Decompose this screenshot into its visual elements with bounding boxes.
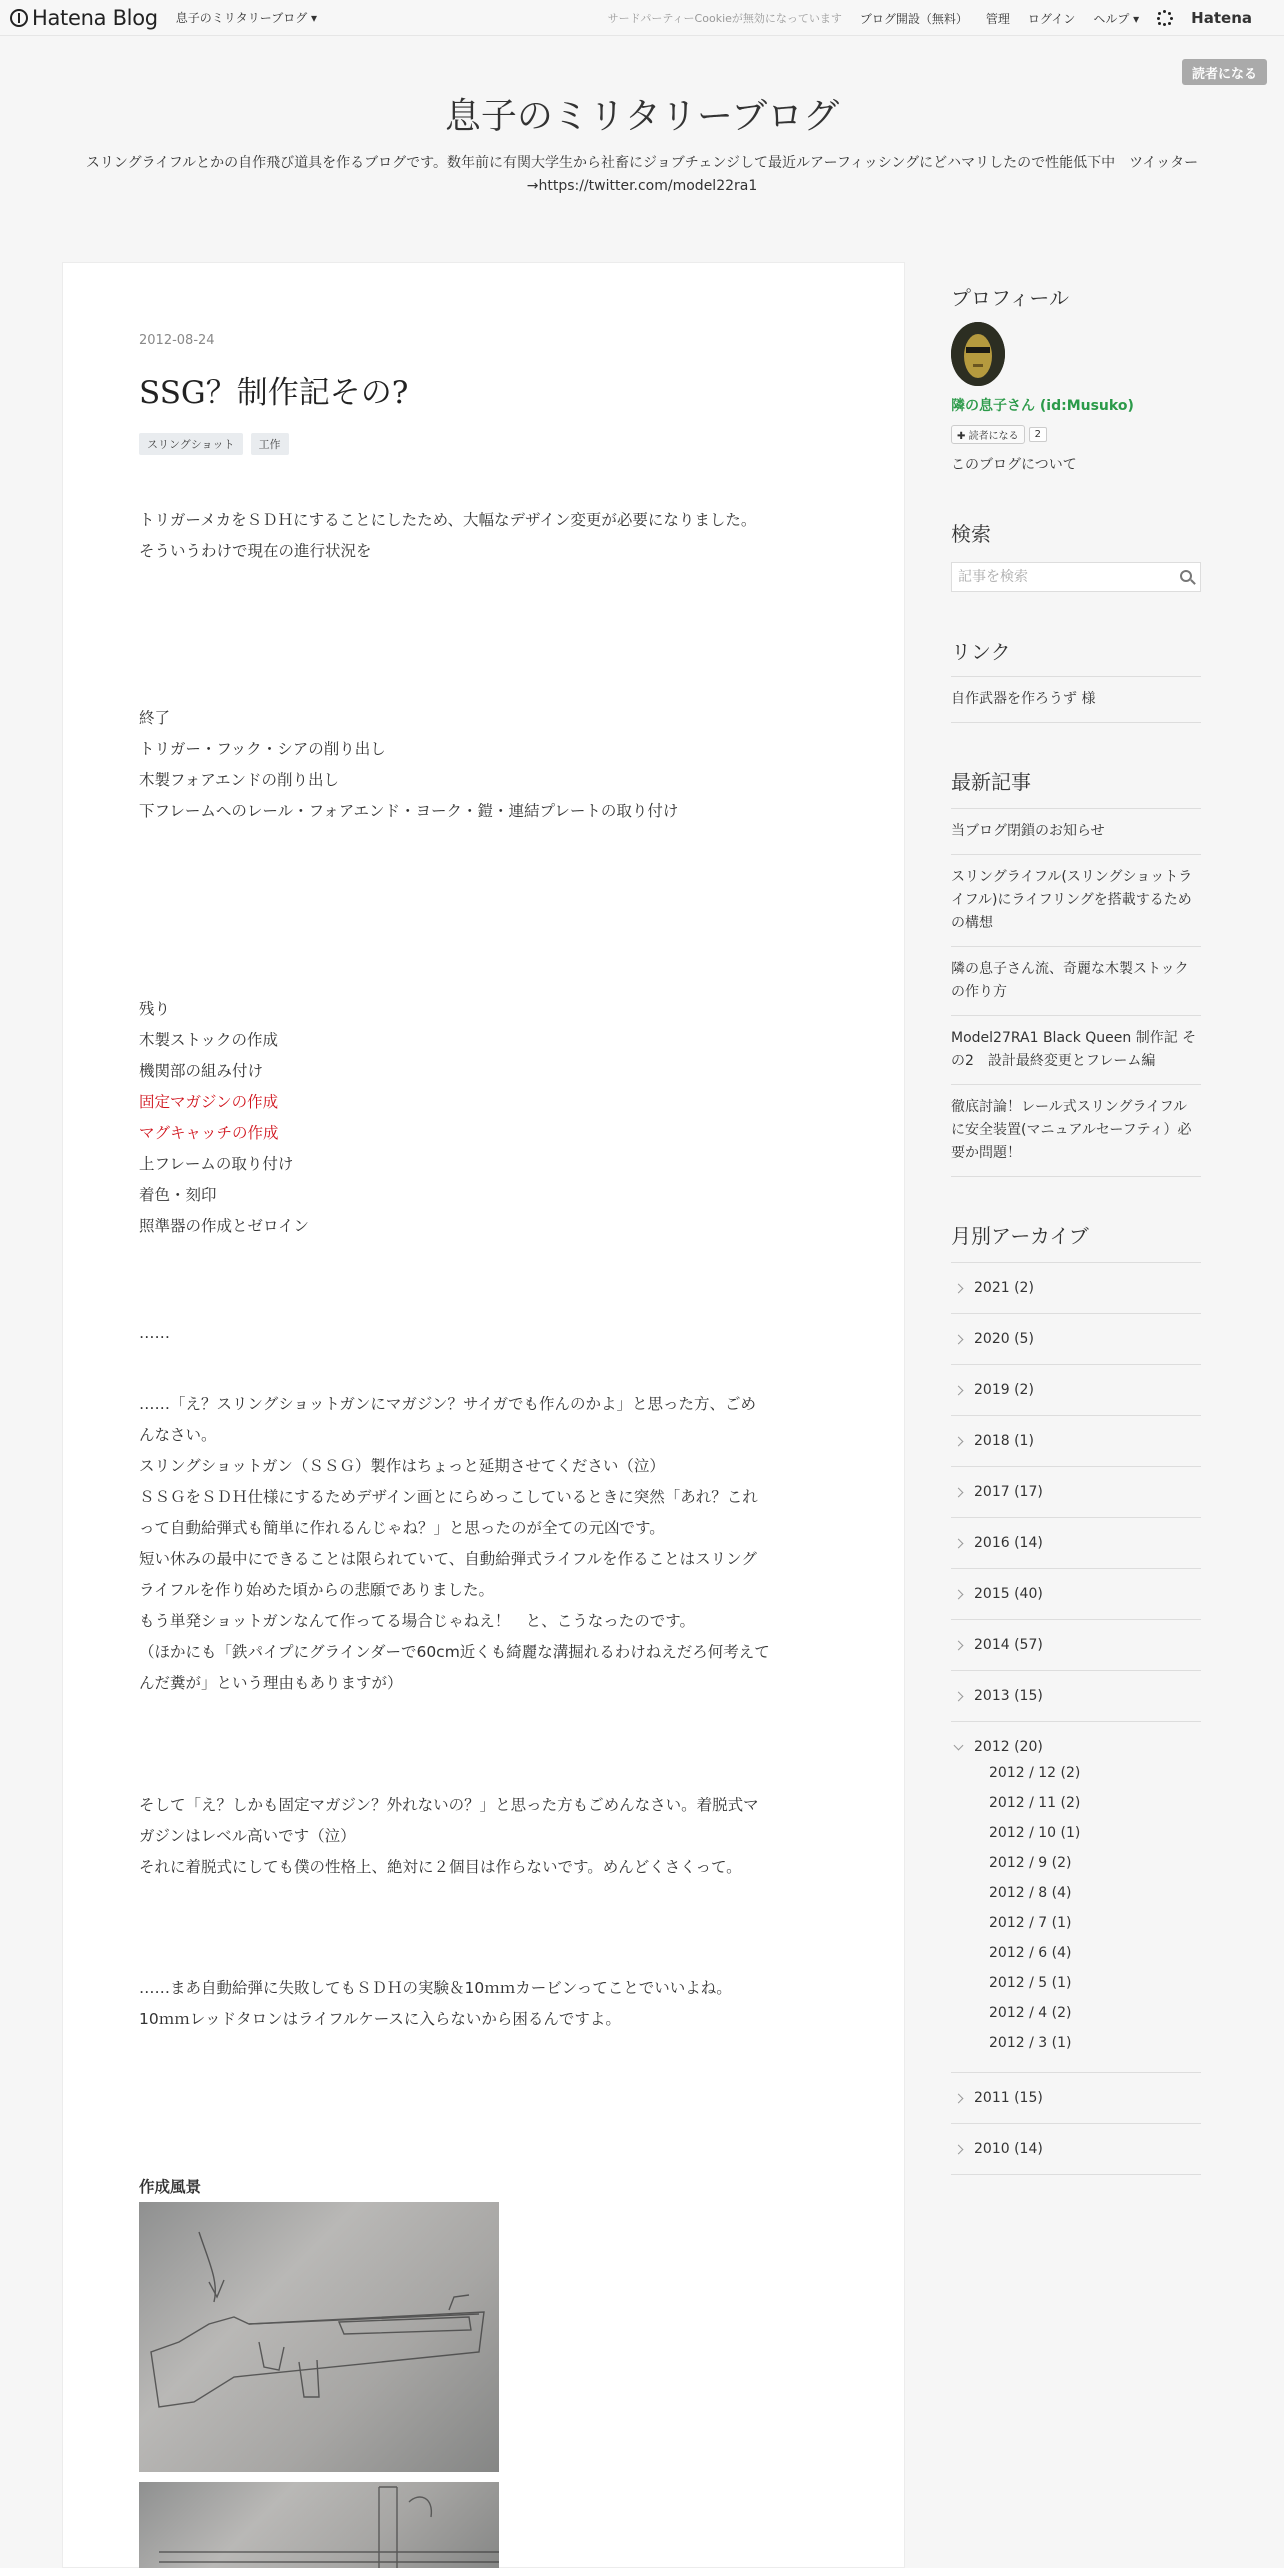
text-line: 木製ストックの作成	[139, 1031, 279, 1049]
search-heading: 検索	[951, 522, 991, 546]
ellipsis-line: ……	[139, 1324, 170, 1342]
archive-month[interactable]: 2012 / 4 (2)	[989, 2005, 1072, 2021]
text-line: ＳＳＧをＳＤＨ仕様にするためデザイン画とにらめっこしているときに突然「あれ？これ	[139, 1488, 758, 1506]
chevron-right-icon	[954, 1691, 964, 1701]
recent-entry[interactable]: 隣の息子さん流、奇麗な木製ストックの作り方	[951, 947, 1201, 1016]
text-line: トリガー・フック・シアの削り出し	[139, 740, 386, 758]
archive-year-label: 2018 (1)	[974, 1433, 1034, 1449]
chevron-right-icon	[954, 1589, 964, 1599]
header-link-help[interactable]: ヘルプ ▾	[1093, 11, 1140, 26]
chevron-right-icon	[954, 2093, 964, 2103]
highlighted-line: マグキャッチの作成	[139, 1124, 279, 1142]
archive-year[interactable]	[951, 1314, 1201, 1365]
recent-entry[interactable]: スリングライフル(スリングショットライフル)にライフリングを搭載するための構想	[951, 855, 1201, 947]
entry-date[interactable]: 2012-08-24	[139, 333, 215, 348]
hatena-menu[interactable]	[1157, 9, 1270, 27]
entry-categories	[139, 433, 297, 455]
text-line: 終了	[139, 709, 171, 727]
done-list	[139, 703, 829, 827]
frame-sketch-drawing	[139, 2482, 499, 2568]
chevron-right-icon	[954, 1436, 964, 1446]
archive-year-label: 2015 (40)	[974, 1586, 1043, 1602]
global-header	[0, 0, 1284, 36]
paragraph-3	[139, 1973, 829, 2035]
paragraph-1	[139, 1389, 829, 1699]
blog-menu-dropdown[interactable]: 息子のミリタリーブログ ▾	[175, 11, 318, 25]
cookie-notice: サードパーティーCookieが無効になっています	[607, 12, 842, 25]
text-line: そして「え？しかも固定マガジン？外れないの？」と思った方もごめんなさい。着脱式マ	[139, 1796, 759, 1814]
blog-title[interactable]: 息子のミリタリーブログ	[444, 96, 840, 137]
text-line: ライフルを作り始めた頃からの悲願でありました。	[139, 1581, 494, 1599]
chevron-right-icon	[954, 1640, 964, 1650]
category-slingshot[interactable]: スリングショット	[139, 433, 243, 455]
profile-heading: プロフィール	[951, 286, 1069, 310]
hatena-logo-icon	[10, 9, 28, 27]
archive-year-label: 2017 (17)	[974, 1484, 1043, 1500]
chevron-right-icon	[954, 1487, 964, 1497]
category-craft[interactable]: 工作	[251, 433, 289, 455]
archive-year-label: 2013 (15)	[974, 1688, 1043, 1704]
photos-heading: 作成風景	[139, 2178, 202, 2196]
text-line: って自動給弾式も簡単に作れるんじゃね？」と思ったのが全ての元凶です。	[139, 1519, 665, 1537]
archive-year[interactable]	[951, 1671, 1201, 1722]
links-heading: リンク	[951, 640, 1011, 664]
about-blog-link[interactable]: このブログについて	[951, 457, 1077, 473]
reader-button-group	[951, 425, 1047, 444]
archive-month[interactable]: 2012 / 5 (1)	[989, 1975, 1072, 1991]
archive-year-label: 2010 (14)	[974, 2141, 1043, 2157]
text-line: スリングショットガン（ＳＳＧ）製作はちょっと延期させてください（泣）	[139, 1457, 665, 1475]
text-line: もう単発ショットガンなんて作ってる場合じゃねえ！ と、こうなったのです。	[139, 1612, 695, 1630]
text-line: 10ｍｍレッドタロンはライフルケースに入らないから困るんですよ。	[139, 2010, 621, 2028]
chevron-right-icon	[954, 1283, 964, 1293]
hatena-brand-text: Hatena	[1191, 9, 1252, 27]
text-line: ガジンはレベル高いです（泣）	[139, 1827, 356, 1845]
chevron-down-icon	[954, 1740, 964, 1750]
text-line: 照準器の作成とゼロイン	[139, 1217, 310, 1235]
archive-year-label: 2012 (20)	[974, 1739, 1043, 1755]
archive-year[interactable]	[951, 1569, 1201, 1620]
archive-list	[951, 1262, 1201, 2175]
rifle-sketch-drawing	[139, 2202, 499, 2472]
hatena-blog-logo[interactable]	[10, 6, 158, 30]
entry-title[interactable]: SSG？制作記その?	[139, 375, 409, 411]
archive-month[interactable]: 2012 / 6 (4)	[989, 1945, 1072, 1961]
text-line: 木製フォアエンドの削り出し	[139, 771, 339, 789]
text-line: 上フレームの取り付け	[139, 1155, 294, 1173]
archive-year[interactable]	[951, 1416, 1201, 1467]
header-link-login[interactable]: ログイン	[1027, 11, 1076, 26]
text-line: （ほかにも「鉄パイプにグラインダーで60cm近くも綺麗な溝掘れるわけねえだろ何考えて	[139, 1643, 770, 1661]
text-line: 着色・刻印	[139, 1186, 217, 1204]
highlighted-line: 固定マガジンの作成	[139, 1093, 279, 1111]
text-line: 下フレームへのレール・フォアエンド・ヨーク・鎧・連結プレートの取り付け	[139, 802, 679, 820]
archive-year-label: 2011 (15)	[974, 2090, 1043, 2106]
recent-entry[interactable]: 徹底討論！レール式スリングライフルに安全装置(マニュアルセーフティ）必要か問題！	[951, 1085, 1201, 1177]
links-list	[951, 676, 1201, 723]
archive-year-label: 2021 (2)	[974, 1280, 1034, 1296]
reader-count[interactable]: 2	[1029, 427, 1047, 442]
text-line: 残り	[139, 1000, 171, 1018]
archive-year-label: 2016 (14)	[974, 1535, 1043, 1551]
text-line: それに着脱式にしても僕の性格上、絶対に２個目は作らないです。めんどくさくって。	[139, 1858, 742, 1876]
text-line: んなさい。	[139, 1426, 217, 1444]
link-item[interactable]: 自作武器を作ろうず 様	[951, 677, 1201, 723]
archive-month[interactable]: 2012 / 9 (2)	[989, 1855, 1072, 1871]
text-line: 機関部の組み付け	[139, 1062, 264, 1080]
text-line: んだ糞が」という理由もありますが）	[139, 1674, 403, 1692]
remaining-list	[139, 994, 829, 1242]
chevron-right-icon	[954, 1538, 964, 1548]
chevron-right-icon	[954, 1334, 964, 1344]
logo-text: Hatena Blog	[32, 5, 158, 30]
main-content	[62, 262, 905, 2568]
sketch-photo-1[interactable]	[139, 2202, 499, 2472]
search-icon[interactable]	[1180, 570, 1192, 582]
archive-year-2012[interactable]	[951, 1736, 1201, 1758]
text-line: 短い休みの最中にできることは限られていて、自動給弾式ライフルを作ることはスリング	[139, 1550, 757, 1568]
profile-name-link[interactable]: 隣の息子さん (id:Musuko)	[951, 398, 1134, 414]
archive-month[interactable]: 2012 / 12 (2)	[989, 1765, 1081, 1781]
archive-heading: 月別アーカイブ	[951, 1224, 1089, 1248]
chevron-right-icon	[954, 1385, 964, 1395]
blog-description: スリングライフルとかの自作飛び道具を作るブログです。数年前に有関大学生から社畜にジョブチェンジして最近ルアーフィッシングにどハマリしたので性能低下中 ツイッター→https://twitter.com/model22ra1	[85, 155, 1199, 194]
intro-paragraph	[139, 505, 829, 567]
subscribe-small-button[interactable]: ✚ 読者になる	[951, 425, 1025, 444]
text-line: トリガーメカをＳＤＨにすることにしたため、大幅なデザイン変更が必要になりました。	[139, 511, 757, 529]
text-line: そういうわけで現在の進行状況を	[139, 542, 372, 560]
sketch-photo-2[interactable]	[139, 2482, 499, 2568]
recent-heading: 最新記事	[951, 770, 1031, 794]
subscribe-small-label: 読者になる	[968, 431, 1019, 442]
archive-year-label: 2020 (5)	[974, 1331, 1034, 1347]
archive-month[interactable]: 2012 / 7 (1)	[989, 1915, 1072, 1931]
text-line: ……「え？スリングショットガンにマガジン？サイガでも作んのかよ」と思った方、ごめ	[139, 1395, 756, 1413]
archive-year-label: 2019 (2)	[974, 1382, 1034, 1398]
archive-year[interactable]	[951, 1263, 1201, 1314]
subscribe-button[interactable]: 読者になる	[1182, 59, 1267, 85]
avatar[interactable]	[951, 322, 1005, 386]
archive-month[interactable]: 2012 / 11 (2)	[989, 1795, 1081, 1811]
archive-month[interactable]: 2012 / 10 (1)	[989, 1825, 1081, 1841]
archive-months	[951, 1758, 1201, 2058]
chevron-right-icon	[954, 2144, 964, 2154]
archive-month[interactable]: 2012 / 8 (4)	[989, 1885, 1072, 1901]
archive-year[interactable]	[951, 1620, 1201, 1671]
archive-year[interactable]	[951, 1518, 1201, 1569]
hatena-dots-icon	[1157, 10, 1173, 26]
avatar-face-icon	[951, 322, 1005, 386]
header-link-admin[interactable]: 管理	[985, 11, 1010, 26]
search-form	[951, 562, 1201, 592]
archive-year[interactable]	[951, 1467, 1201, 1518]
text-line: ……まあ自動給弾に失敗してもＳＤＨの実験＆10ｍｍカービンってことでいいよね。	[139, 1979, 732, 1997]
archive-month[interactable]: 2012 / 3 (1)	[989, 2035, 1072, 2051]
archive-year-label: 2014 (57)	[974, 1637, 1043, 1653]
paragraph-2	[139, 1790, 829, 1883]
archive-year[interactable]	[951, 2073, 1201, 2124]
archive-year[interactable]	[951, 2124, 1201, 2175]
recent-entry[interactable]: Model27RA1 Black Queen 制作記 その2 設計最終変更とフレーム編	[951, 1016, 1201, 1085]
header-link-signup[interactable]: ブログ開設（無料）	[859, 11, 968, 26]
recent-entry[interactable]: 当ブログ閉鎖のお知らせ	[951, 809, 1201, 855]
archive-year[interactable]	[951, 1365, 1201, 1416]
archive-year-expanded	[951, 1722, 1201, 2073]
search-input[interactable]	[952, 563, 1162, 591]
recent-entries-list	[951, 808, 1201, 1177]
